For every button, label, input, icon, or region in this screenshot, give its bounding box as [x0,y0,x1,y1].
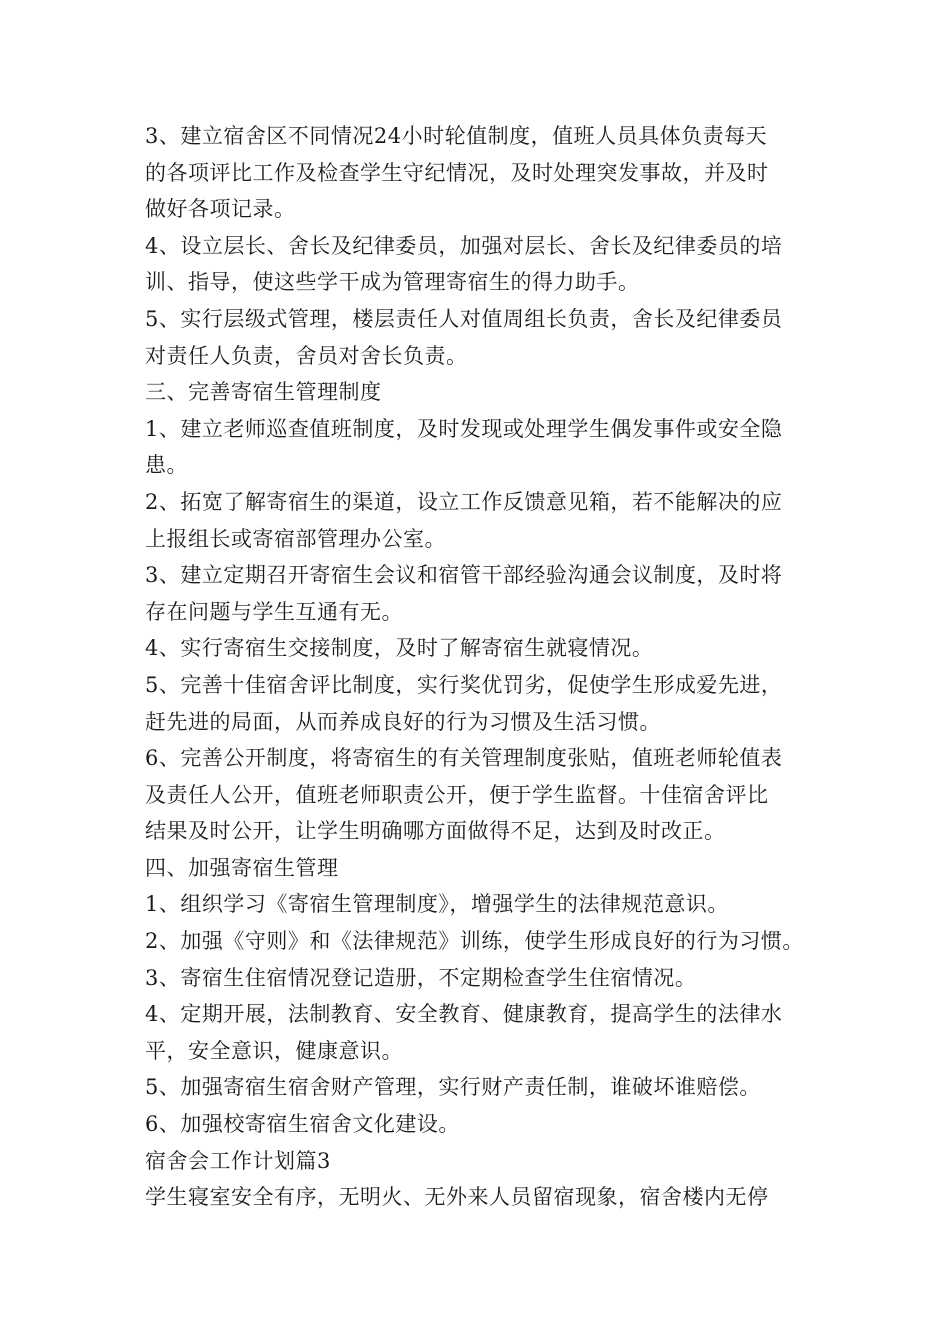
text-line: 6、加强校寄宿生宿舍文化建设。 [145,1112,460,1137]
text-line: 对责任人负责，舍员对舍长负责。 [145,343,468,368]
text-line: 5、加强寄宿生宿舍财产管理，实行财产责任制，谁破坏谁赔偿。 [145,1075,761,1100]
section-heading: 宿舍会工作计划篇3 [145,1148,331,1173]
text-line: 4、定期开展，法制教育、安全教育、健康教育，提高学生的法律水 [145,1002,783,1027]
section-heading: 三、完善寄宿生管理制度 [145,380,382,405]
text-line: 4、实行寄宿生交接制度，及时了解寄宿生就寝情况。 [145,636,654,661]
text-line: 4、设立层长、舍长及纪律委员，加强对层长、舍长及纪律委员的培 [145,233,783,258]
document-page [145,118,825,1216]
text-line: 做好各项记录。 [145,197,296,222]
text-line: 平，安全意识，健康意识。 [145,1038,403,1063]
text-line: 患。 [145,453,188,478]
text-line: 上报组长或寄宿部管理办公室。 [145,526,446,551]
text-line: 2、加强《守则》和《法律规范》训练，使学生形成良好的行为习惯。 [145,929,804,954]
text-line: 赶先进的局面，从而养成良好的行为习惯及生活习惯。 [145,709,661,734]
text-line: 2、拓宽了解寄宿生的渠道，设立工作反馈意见箱，若不能解决的应 [145,489,783,514]
text-line: 5、完善十佳宿舍评比制度，实行奖优罚劣，促使学生形成爱先进， [145,672,783,697]
text-line: 3、建立定期召开寄宿生会议和宿管干部经验沟通会议制度，及时将 [145,563,783,588]
text-line: 3、建立宿舍区不同情况24小时轮值制度，值班人员具体负责每天 [145,124,768,148]
text-line: 及责任人公开，值班老师职责公开，便于学生监督。十佳宿舍评比 [145,782,769,807]
text-line: 3、寄宿生住宿情况登记造册，不定期检查学生住宿情况。 [145,965,697,990]
text-line: 1、建立老师巡查值班制度，及时发现或处理学生偶发事件或安全隐 [145,416,783,441]
text-line: 6、完善公开制度，将寄宿生的有关管理制度张贴，值班老师轮值表 [145,746,783,771]
section-heading: 四、加强寄宿生管理 [145,855,339,880]
text-line: 存在问题与学生互通有无。 [145,599,403,624]
text-line: 1、组织学习《寄宿生管理制度》，增强学生的法律规范意识。 [145,892,729,917]
text-line: 结果及时公开，让学生明确哪方面做得不足，达到及时改正。 [145,819,726,844]
text-line: 的各项评比工作及检查学生守纪情况，及时处理突发事故，并及时 [145,160,769,185]
text-line: 5、实行层级式管理，楼层责任人对值周组长负责，舍长及纪律委员 [145,306,783,331]
text-line: 训、指导，使这些学干成为管理寄宿生的得力助手。 [145,270,640,295]
text-line: 学生寝室安全有序，无明火、无外来人员留宿现象，宿舍楼内无停 [145,1185,769,1210]
